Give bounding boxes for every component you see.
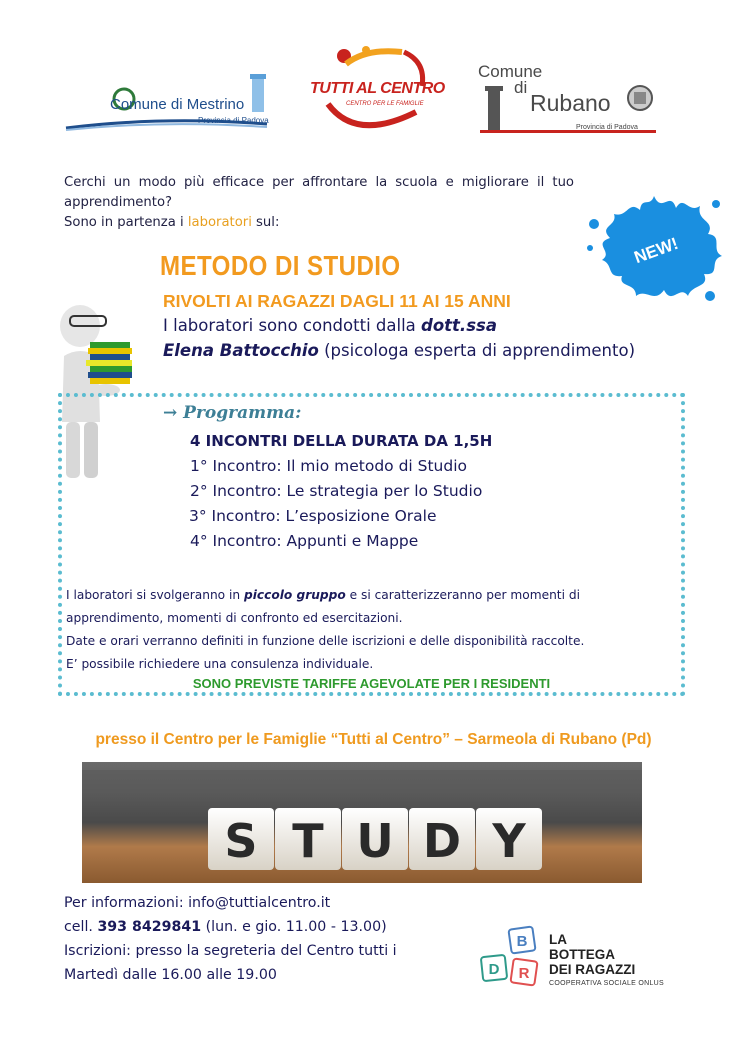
description-line: Date e orari verranno definiti in funzione delle iscrizioni e delle disponibilità raccolte. [66,634,585,648]
bottega-name [549,932,635,977]
intro-laboratori: laboratori [187,215,252,230]
course-title: METODO DI STUDIO [160,250,401,281]
rubano-line1: Comune [478,62,543,81]
study-letter: T [292,814,324,868]
intro-text [64,173,574,233]
rubano-province: Provincia di Padova [576,124,638,131]
description-prefix: I laboratori si svolgeranno in [66,588,244,602]
bottega-subtitle: COOPERATIVA SOCIALE ONLUS [549,980,664,987]
bottega-line: DEI RAGAZZI [549,962,636,977]
new-badge-text: NEW! [631,233,681,268]
study-letter: U [356,814,394,868]
bottega-block-letter: B [516,933,528,950]
phone-line [64,915,397,939]
description-line [66,584,682,607]
study-cubes-photo [82,762,642,883]
rubano-line2: di [514,78,528,97]
description-emphasis: piccolo gruppo [244,588,346,602]
description-line: E’ possibile richiedere una consulenza individuale. [66,657,374,671]
intro-start-prefix: Sono in partenza i [64,215,188,230]
tutti-al-centro-name: TUTTI AL CENTRO [310,80,445,97]
tutti-al-centro-tagline: CENTRO PER LE FAMIGLIE [346,101,424,107]
arrow-icon: → [163,403,178,423]
bottega-line: BOTTEGA [549,947,615,962]
meeting-item: 2° Incontro: Le strategia per lo Studio [190,482,483,500]
meeting-item: 4° Incontro: Appunti e Mappe [190,532,419,550]
led-by-prefix: I laboratori sono condotti dalla [163,316,422,335]
contact-info [64,891,397,987]
bottega-block-letter: R [518,965,530,982]
led-by-title: dott.ssa [421,316,497,335]
registration-hours: Martedì dalle 16.00 alle 19.00 [64,967,277,983]
phone-prefix: cell. [64,919,98,935]
program-heading: 4 INCONTRI DELLA DURATA DA 1,5H [190,432,493,450]
program-label-text: Programma: [183,403,302,423]
mestrino-province: Provincia di Padova [198,116,269,125]
description-line: apprendimento, momenti di confronto ed esercitazioni. [66,611,403,625]
instructor-role: (psicologa esperta di apprendimento) [318,341,636,360]
mestrino-name: Comune di Mestrino [110,96,245,113]
phone-hours: (lun. e gio. 11.00 - 13.00) [201,919,387,935]
program-description [66,584,682,676]
instructor-name: Elena Battocchio [163,341,319,360]
email-line: Per informazioni: info@tuttialcentro.it [64,895,331,911]
bottega-line: LA [549,932,567,947]
intro-start-suffix: sul: [251,215,280,230]
phone-number: 393 8429841 [97,919,202,935]
registration-line: Iscrizioni: presso la segreteria del Centro tutti i [64,943,397,959]
meeting-item: 1° Incontro: Il mio metodo di Studio [190,457,468,475]
bottega-block-letter: D [488,961,500,978]
study-letter: D [422,814,462,868]
led-by-line [163,316,497,335]
location-line: presso il Centro per le Famiglie “Tutti al Centro” – Sarmeola di Rubano (Pd) [95,731,652,748]
program-label [163,403,301,423]
intro-question: Cerchi un modo più efficace per affrontare la scuola e migliorare il tuo apprendimento? [64,175,574,210]
study-letter: S [224,814,258,868]
intro-start [64,213,574,233]
new-badge-splash [584,184,726,314]
instructor-line [163,341,635,360]
study-letter: Y [492,814,526,868]
rubano-line3: Rubano [530,90,611,116]
target-age: RIVOLTI AI RAGAZZI DAGLI 11 AI 15 ANNI [163,291,511,311]
reduced-fees-notice: SONO PREVISTE TARIFFE AGEVOLATE PER I RESIDENTI [192,676,551,691]
meeting-item: 3° Incontro: L’esposizione Orale [189,507,437,525]
description-suffix: e si caratterizzeranno per momenti di [345,588,580,602]
